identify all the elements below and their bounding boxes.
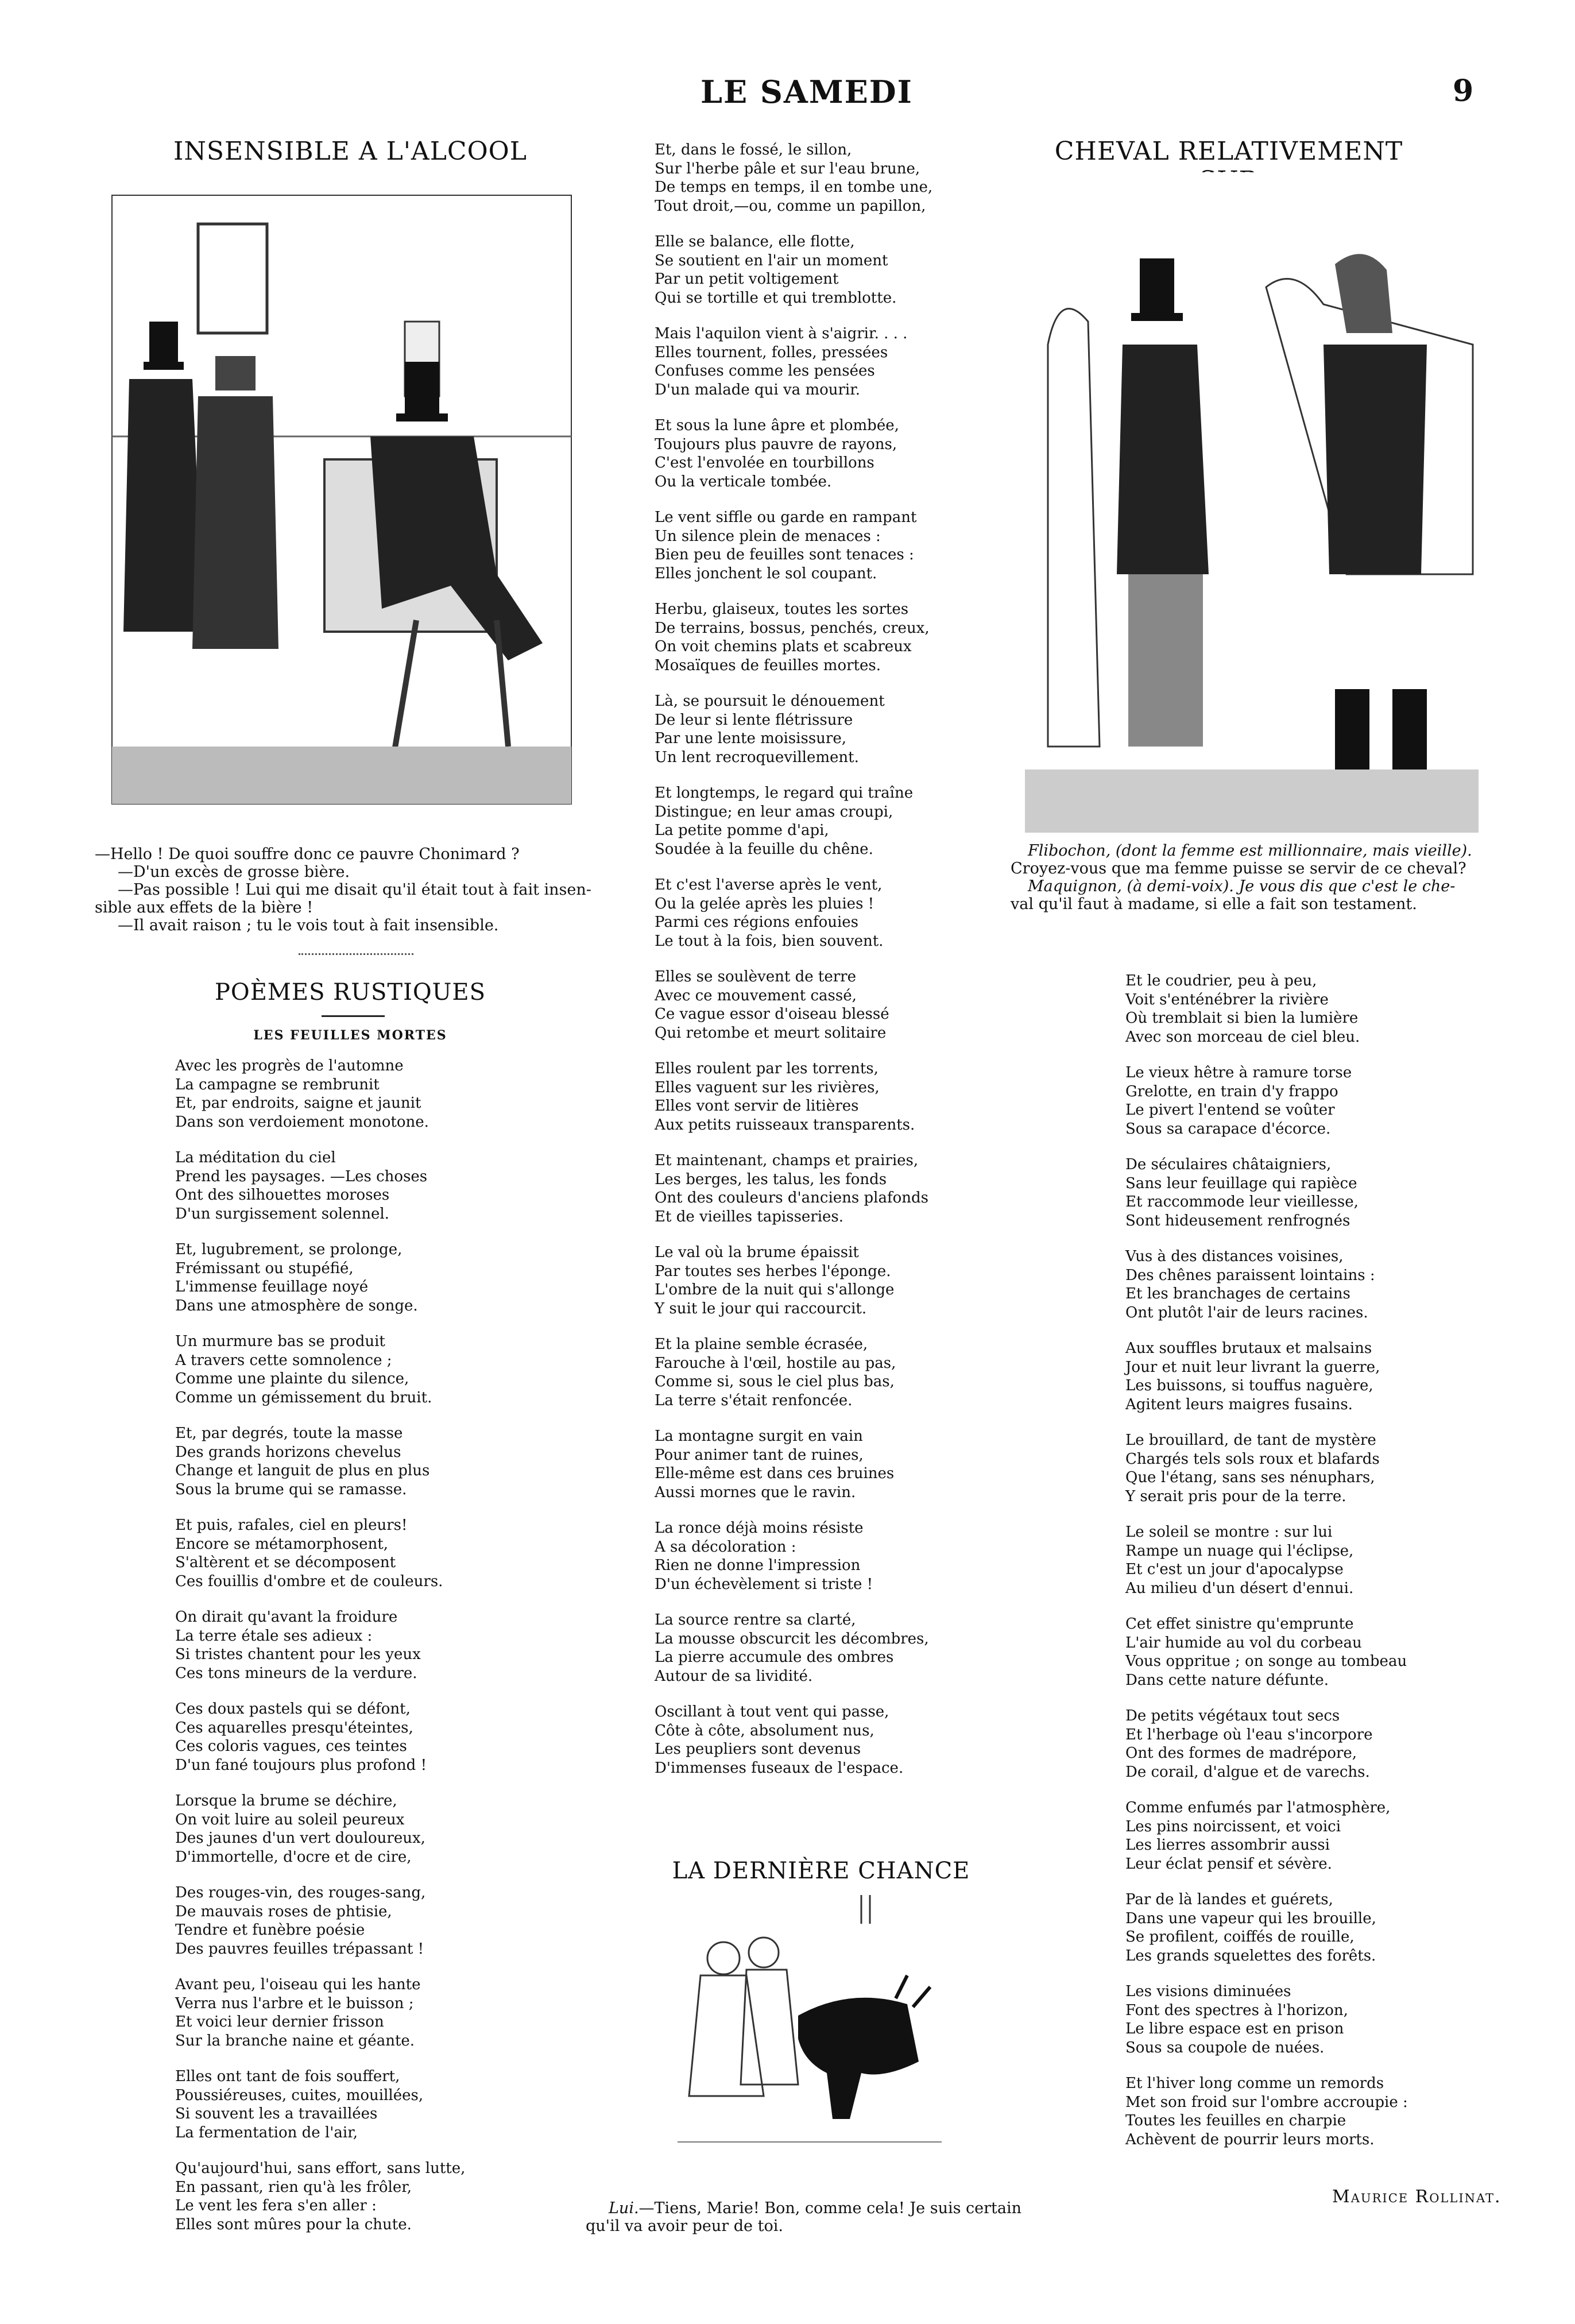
caption-line: —Il avait raison ; tu le vois tout à fait insensible. bbox=[118, 917, 499, 934]
verse-line: Prend les paysages. —Les choses bbox=[175, 1167, 428, 1185]
stanza bbox=[655, 233, 993, 307]
verse-line: Encore se métamorphosent, bbox=[175, 1535, 388, 1553]
section-divider bbox=[299, 953, 413, 955]
caption-line: Croyez-vous que ma femme puisse se servir de ce cheval? bbox=[1011, 860, 1466, 877]
verse-line: Mosaïques de feuilles mortes. bbox=[655, 656, 881, 674]
verse-line: Et de vieilles tapisseries. bbox=[655, 1208, 844, 1225]
verse-line: Leur éclat pensif et sévère. bbox=[1125, 1855, 1332, 1873]
verse-line: Chargés tels sols roux et blafards bbox=[1125, 1450, 1380, 1468]
verse-line: Les buissons, si touffus naguère, bbox=[1125, 1377, 1373, 1394]
verse-line: Comme un gémissement du bruit. bbox=[175, 1389, 432, 1406]
caption-speaker: Lui. bbox=[609, 2199, 639, 2217]
verse-line: Cet effet sinistre qu'emprunte bbox=[1125, 1615, 1354, 1633]
stanza bbox=[655, 1151, 993, 1226]
verse-line: Où tremblait si bien la lumière bbox=[1125, 1010, 1359, 1027]
verse-line: Un silence plein de menaces : bbox=[655, 527, 881, 545]
stanza bbox=[655, 141, 993, 215]
verse-line: Des jaunes d'un vert douloureux, bbox=[175, 1830, 425, 1847]
stanza bbox=[655, 1519, 993, 1594]
verse-line: De leur si lente flétrissure bbox=[655, 711, 853, 729]
cartoon-caption-right bbox=[1011, 842, 1504, 913]
verse-line: Sur la branche naine et géante. bbox=[175, 2032, 415, 2050]
verse-line: Parmi ces régions enfouies bbox=[655, 914, 859, 931]
verse-line: Avec ce mouvement cassé, bbox=[655, 987, 857, 1004]
stanza bbox=[1125, 1247, 1493, 1322]
verse-line: Sont hideusement renfrognés bbox=[1125, 1212, 1350, 1229]
verse-line: Herbu, glaiseux, toutes les sortes bbox=[655, 601, 909, 618]
verse-line: La méditation du ciel bbox=[175, 1149, 336, 1166]
verse-line: Ces coloris vagues, ces teintes bbox=[175, 1738, 407, 1755]
poem-column-middle bbox=[655, 141, 993, 1795]
verse-line: De petits végétaux tout secs bbox=[1125, 1707, 1340, 1724]
stanza bbox=[655, 1611, 993, 1685]
verse-line: Et le coudrier, peu à peu, bbox=[1125, 972, 1317, 989]
verse-line: Met son froid sur l'ombre accroupie : bbox=[1125, 2093, 1408, 2111]
verse-line: Elles vaguent sur les rivières, bbox=[655, 1078, 880, 1096]
stanza bbox=[655, 784, 993, 859]
verse-line: La petite pomme d'api, bbox=[655, 822, 829, 839]
verse-line: Et voici leur dernier frisson bbox=[175, 2013, 384, 2031]
verse-line: Vus à des distances voisines, bbox=[1125, 1248, 1344, 1265]
verse-line: Le soleil se montre : sur lui bbox=[1125, 1523, 1333, 1541]
verse-line: Aux souffles brutaux et malsains bbox=[1125, 1340, 1372, 1357]
stanza bbox=[655, 1703, 993, 1777]
verse-line: Les peupliers sont devenus bbox=[655, 1741, 861, 1758]
verse-line: Aussi mornes que le ravin. bbox=[655, 1483, 856, 1501]
cartoon-illustration-insensible bbox=[95, 172, 589, 827]
verse-line: Elles roulent par les torrents, bbox=[655, 1060, 879, 1077]
verse-line: Si souvent les a travaillées bbox=[175, 2105, 378, 2122]
verse-line: Si tristes chantent pour les yeux bbox=[175, 1646, 421, 1663]
verse-line: Et raccommode leur vieillesse, bbox=[1125, 1193, 1359, 1211]
poem-column-right bbox=[1125, 972, 1493, 2166]
stanza bbox=[175, 1700, 589, 1774]
verse-line: Grelotte, en train d'y frappo bbox=[1125, 1082, 1338, 1100]
stanza bbox=[1125, 1799, 1493, 1873]
verse-line: Et maintenant, champs et prairies, bbox=[655, 1152, 919, 1169]
stanza bbox=[175, 1975, 589, 2050]
verse-line: Ont des formes de madrépore, bbox=[1125, 1745, 1357, 1762]
caption-line: Maquignon, (à demi-voix). Je vous dis que c'est le che- bbox=[1028, 877, 1456, 895]
poem-subtitle: LES FEUILLES MORTES bbox=[253, 1028, 447, 1043]
verse-line: Tout droit,—ou, comme un papillon, bbox=[655, 197, 926, 215]
poem-title: POÈMES RUSTIQUES bbox=[215, 979, 486, 1006]
verse-line: Sur l'herbe pâle et sur l'eau brune, bbox=[655, 160, 920, 177]
verse-line: Des grands horizons chevelus bbox=[175, 1443, 401, 1461]
verse-line: Et la plaine semble écrasée, bbox=[655, 1336, 868, 1353]
verse-line: La terre s'était renfoncée. bbox=[655, 1391, 853, 1409]
verse-line: Rien ne donne l'impression bbox=[655, 1557, 861, 1574]
verse-line: Oscillant à tout vent qui passe, bbox=[655, 1703, 889, 1720]
stanza bbox=[1125, 1523, 1493, 1598]
verse-line: La source rentre sa clarté, bbox=[655, 1611, 856, 1629]
verse-line: Jour et nuit leur livrant la guerre, bbox=[1125, 1358, 1380, 1376]
verse-line: S'altèrent et se décomposent bbox=[175, 1554, 396, 1571]
stanza bbox=[655, 324, 993, 399]
verse-line: Des pauvres feuilles trépassant ! bbox=[175, 1940, 424, 1958]
poem-column-left bbox=[175, 1057, 589, 2251]
verse-line: Poussiéreuses, cuites, mouillées, bbox=[175, 2086, 424, 2104]
stanza bbox=[1125, 1431, 1493, 1506]
verse-line: D'un malade qui va mourir. bbox=[655, 381, 861, 399]
verse-line: Sous sa coupole de nuées. bbox=[1125, 2039, 1325, 2056]
verse-line: Elles jonchent le sol coupant. bbox=[655, 564, 877, 582]
verse-line: Avant peu, l'oiseau qui les hante bbox=[175, 1976, 421, 1993]
verse-line: Dans cette nature défunte. bbox=[1125, 1671, 1329, 1689]
caption-line: val qu'il faut à madame, si elle a fait son testament. bbox=[1011, 895, 1417, 913]
verse-line: Elle se balance, elle flotte, bbox=[655, 233, 855, 250]
verse-line: De mauvais roses de phtisie, bbox=[175, 1902, 392, 1920]
verse-line: Ces doux pastels qui se défont, bbox=[175, 1700, 411, 1718]
stanza bbox=[175, 1149, 589, 1223]
stanza bbox=[655, 600, 993, 675]
verse-line: Elle-même est dans ces bruines bbox=[655, 1465, 895, 1482]
stanza bbox=[175, 1884, 589, 1958]
verse-line: Pour animer tant de ruines, bbox=[655, 1446, 864, 1464]
verse-line: Par une lente moisissure, bbox=[655, 730, 847, 747]
verse-line: Le brouillard, de tant de mystère bbox=[1125, 1432, 1376, 1449]
stanza bbox=[1125, 972, 1493, 1046]
stanza bbox=[175, 1792, 589, 1866]
verse-line: Là, se poursuit le dénouement bbox=[655, 693, 885, 710]
verse-line: Elles vont servir de litières bbox=[655, 1097, 859, 1115]
verse-line: Et l'hiver long comme un remords bbox=[1125, 2075, 1384, 2092]
verse-line: Sous sa carapace d'écorce. bbox=[1125, 1120, 1331, 1138]
verse-line: Et puis, rafales, ciel en pleurs! bbox=[175, 1517, 408, 1534]
verse-line: La mousse obscurcit les décombres, bbox=[655, 1630, 929, 1648]
verse-line: Elles sont mûres pour la chute. bbox=[175, 2215, 412, 2233]
verse-line: Lorsque la brume se déchire, bbox=[175, 1792, 397, 1809]
verse-line: Aux petits ruisseaux transparents. bbox=[655, 1116, 915, 1134]
verse-line: On dirait qu'avant la froidure bbox=[175, 1608, 398, 1626]
verse-line: Autour de sa lividité. bbox=[655, 1667, 813, 1685]
verse-line: La pierre accumule des ombres bbox=[655, 1649, 894, 1666]
verse-line: Elles tournent, folles, pressées bbox=[655, 343, 888, 361]
stanza bbox=[655, 1059, 993, 1134]
verse-line: Change et languit de plus en plus bbox=[175, 1462, 430, 1479]
verse-line: A sa décoloration : bbox=[655, 1538, 796, 1556]
cartoon-title-left: INSENSIBLE A L'ALCOOL bbox=[173, 137, 527, 166]
stanza bbox=[175, 1057, 589, 1131]
cartoon-illustration-derniere-chance bbox=[678, 1889, 942, 2188]
page-number: 9 bbox=[1453, 74, 1474, 109]
verse-line: Les grands squelettes des forêts. bbox=[1125, 1947, 1376, 1965]
verse-line: Ces fouillis d'ombre et de couleurs. bbox=[175, 1572, 443, 1590]
stanza bbox=[655, 416, 993, 491]
bar-scene-drawing bbox=[95, 172, 589, 827]
stanza bbox=[1125, 1707, 1493, 1781]
caption-line: sible aux effets de la bière ! bbox=[95, 899, 314, 917]
verse-line: D'un fané toujours plus profond ! bbox=[175, 1756, 427, 1774]
verse-line: Comme une plainte du silence, bbox=[175, 1370, 409, 1387]
verse-line: Et, par degrés, toute la masse bbox=[175, 1425, 403, 1442]
stanza bbox=[655, 508, 993, 583]
verse-line: Les lierres assombrir aussi bbox=[1125, 1836, 1330, 1854]
verse-line: Et les branchages de certains bbox=[1125, 1285, 1350, 1302]
verse-line: Le tout à la fois, bien souvent. bbox=[655, 932, 884, 950]
cartoon-title-right: CHEVAL RELATIVEMENT bbox=[1054, 137, 1403, 166]
verse-line: Et, dans le fossé, le sillon, bbox=[655, 141, 852, 158]
verse-line: La ronce déjà moins résiste bbox=[655, 1519, 864, 1537]
verse-line: Mais l'aquilon vient à s'aigrir. . . . bbox=[655, 325, 908, 342]
verse-line: Sans leur feuillage qui rapièce bbox=[1125, 1174, 1357, 1192]
verse-line: Voit s'enténébrer la rivière bbox=[1125, 991, 1329, 1008]
verse-line: La montagne surgit en vain bbox=[655, 1428, 863, 1445]
verse-line: Agitent leurs maigres fusains. bbox=[1125, 1395, 1353, 1413]
caption-line: —D'un excès de grosse bière. bbox=[118, 863, 350, 881]
verse-line: On voit luire au soleil peureux bbox=[175, 1811, 405, 1828]
verse-line: Ont plutôt l'air de leurs racines. bbox=[1125, 1304, 1368, 1321]
verse-line: Par un petit voltigement bbox=[655, 270, 839, 288]
verse-line: Le val où la brume épaissit bbox=[655, 1244, 859, 1261]
masthead bbox=[0, 74, 1575, 119]
stanza bbox=[655, 876, 993, 950]
verse-line: Toujours plus pauvre de rayons, bbox=[655, 435, 897, 453]
stanza bbox=[655, 1335, 993, 1410]
verse-line: Achèvent de pourrir leurs morts. bbox=[1125, 2130, 1375, 2148]
verse-line: Ces tons mineurs de la verdure. bbox=[175, 1664, 417, 1682]
stanza bbox=[175, 1516, 589, 1591]
verse-line: De terrains, bossus, penchés, creux, bbox=[655, 619, 930, 637]
verse-line: Qui retombe et meurt solitaire bbox=[655, 1024, 887, 1042]
caption-line: qu'il va avoir peur de toi. bbox=[586, 2217, 783, 2235]
verse-line: L'immense feuillage noyé bbox=[175, 1278, 369, 1296]
verse-line: Frémissant ou stupéfié, bbox=[175, 1259, 354, 1277]
stanza bbox=[655, 1243, 993, 1318]
verse-line: Qu'aujourd'hui, sans effort, sans lutte, bbox=[175, 2160, 466, 2177]
stanza bbox=[175, 1424, 589, 1499]
verse-line: Le vieux hêtre à ramure torse bbox=[1125, 1064, 1352, 1081]
verse-line: C'est l'envolée en tourbillons bbox=[655, 454, 874, 471]
verse-line: On voit chemins plats et scabreux bbox=[655, 638, 912, 655]
verse-line: Et, lugubrement, se prolonge, bbox=[175, 1241, 403, 1258]
verse-line: Des rouges-vin, des rouges-sang, bbox=[175, 1884, 426, 1901]
verse-line: Par de là landes et guérets, bbox=[1125, 1891, 1333, 1908]
verse-line: Les berges, les talus, les fonds bbox=[655, 1170, 887, 1188]
caption-line: —Hello ! De quoi souffre donc ce pauvre Chonimard ? bbox=[95, 845, 520, 863]
verse-line: Et sous la lune âpre et plombée, bbox=[655, 417, 899, 434]
stanza bbox=[1125, 1615, 1493, 1689]
verse-line: Le vent les fera s'en aller : bbox=[175, 2197, 377, 2214]
verse-line: L'ombre de la nuit qui s'allonge bbox=[655, 1281, 895, 1298]
cartoon-caption-middle bbox=[586, 2199, 1057, 2235]
verse-line: La campagne se rembrunit bbox=[175, 1076, 380, 1093]
verse-line: Et, par endroits, saigne et jaunit bbox=[175, 1095, 421, 1112]
verse-line: Rampe un nuage qui l'éclipse, bbox=[1125, 1542, 1354, 1560]
verse-line: Farouche à l'œil, hostile au pas, bbox=[655, 1354, 896, 1372]
horse-dealer-scene-drawing bbox=[1025, 172, 1479, 833]
verse-line: Et c'est l'averse après le vent, bbox=[655, 876, 883, 894]
verse-line: Comme enfumés par l'atmosphère, bbox=[1125, 1799, 1391, 1816]
verse-line: Le libre espace est en prison bbox=[1125, 2020, 1344, 2037]
verse-line: Y suit le jour qui raccourcit. bbox=[655, 1300, 867, 1317]
verse-line: Des chênes paraissent lointains : bbox=[1125, 1266, 1375, 1284]
verse-line: Soudée à la feuille du chêne. bbox=[655, 840, 873, 858]
verse-line: Les pins noircissent, et voici bbox=[1125, 1818, 1341, 1835]
verse-line: Elles ont tant de fois souffert, bbox=[175, 2068, 400, 2085]
verse-line: Dans une atmosphère de songe. bbox=[175, 1297, 418, 1314]
verse-line: Verra nus l'arbre et le buisson ; bbox=[175, 1994, 414, 2012]
bull-scene-drawing bbox=[678, 1889, 942, 2188]
verse-line: La terre étale ses adieux : bbox=[175, 1627, 373, 1645]
verse-line: A travers cette somnolence ; bbox=[175, 1351, 392, 1369]
verse-line: Avec les progrès de l'automne bbox=[175, 1057, 404, 1074]
stanza bbox=[655, 1427, 993, 1502]
verse-line: Et l'herbage où l'eau s'incorpore bbox=[1125, 1726, 1373, 1743]
verse-line: Toutes les feuilles en charpie bbox=[1125, 2112, 1346, 2129]
verse-line: Qui se tortille et qui tremblotte. bbox=[655, 289, 897, 307]
verse-line: En passant, rien qu'à les frôler, bbox=[175, 2178, 412, 2196]
verse-line: D'un échevèlement si triste ! bbox=[655, 1575, 873, 1593]
verse-line: Avec son morceau de ciel bleu. bbox=[1125, 1028, 1360, 1046]
verse-line: Ont des couleurs d'anciens plafonds bbox=[655, 1189, 928, 1207]
verse-line: Distingue; en leur amas croupi, bbox=[655, 803, 893, 821]
stanza bbox=[1125, 2074, 1493, 2149]
stanza bbox=[175, 1332, 589, 1407]
verse-line: Se soutient en l'air un moment bbox=[655, 252, 888, 269]
verse-line: Ou la verticale tombée. bbox=[655, 473, 832, 490]
verse-line: Que l'étang, sans ses nénuphars, bbox=[1125, 1469, 1375, 1486]
verse-line: De séculaires châtaigniers, bbox=[1125, 1156, 1332, 1173]
verse-line: Confuses comme les pensées bbox=[655, 362, 875, 380]
verse-line: D'un surgissement solennel. bbox=[175, 1205, 389, 1223]
verse-line: Ce vague essor d'oiseau blessé bbox=[655, 1006, 889, 1023]
verse-line: Dans une vapeur qui les brouille, bbox=[1125, 1909, 1376, 1927]
verse-line: Le pivert l'entend se voûter bbox=[1125, 1101, 1335, 1119]
verse-line: Côte à côte, absolument nus, bbox=[655, 1722, 874, 1739]
verse-line: Bien peu de feuilles sont tenaces : bbox=[655, 546, 914, 563]
verse-line: Se profilent, coiffés de rouille, bbox=[1125, 1928, 1355, 1946]
stanza bbox=[1125, 1339, 1493, 1414]
verse-line: Sous la brume qui se ramasse. bbox=[175, 1480, 407, 1498]
verse-line: Elles se soulèvent de terre bbox=[655, 968, 856, 985]
stanza bbox=[1125, 1890, 1493, 1965]
verse-line: Comme si, sous le ciel plus bas, bbox=[655, 1373, 895, 1390]
verse-line: Un murmure bas se produit bbox=[175, 1333, 385, 1350]
verse-line: De corail, d'algue et de varechs. bbox=[1125, 1763, 1370, 1781]
stanza bbox=[175, 2067, 589, 2142]
verse-line: Vous oppritue ; on songe au tombeau bbox=[1125, 1653, 1407, 1670]
verse-line: Par toutes ses herbes l'éponge. bbox=[655, 1262, 891, 1280]
cartoon-caption-left bbox=[95, 845, 594, 934]
verse-line: D'immenses fuseaux de l'espace. bbox=[655, 1759, 904, 1777]
stanza bbox=[1125, 1064, 1493, 1138]
caption-line: Flibochon, (dont la femme est millionnaire, mais vieille). bbox=[1028, 842, 1472, 860]
verse-line: Un lent recroquevillement. bbox=[655, 748, 859, 766]
caption-text: —Tiens, Marie! Bon, comme cela! Je suis certain bbox=[638, 2199, 1022, 2217]
verse-line: Et longtemps, le regard qui traîne bbox=[655, 784, 914, 802]
verse-line: Tendre et funèbre poésie bbox=[175, 1921, 365, 1939]
cartoon-illustration-cheval bbox=[1025, 172, 1479, 833]
stanza bbox=[175, 1240, 589, 1315]
verse-line: Dans son verdoiement monotone. bbox=[175, 1113, 429, 1131]
cartoon-title-middle: LA DERNIÈRE CHANCE bbox=[672, 1858, 970, 1884]
verse-line: Y serait pris pour de la terre. bbox=[1125, 1487, 1346, 1505]
verse-line: L'air humide au vol du corbeau bbox=[1125, 1634, 1362, 1652]
verse-line: Ces aquarelles presqu'éteintes, bbox=[175, 1719, 413, 1737]
stanza bbox=[1125, 1982, 1493, 2057]
stanza bbox=[655, 692, 993, 767]
title-rule bbox=[322, 1015, 385, 1017]
verse-line: Les visions diminuées bbox=[1125, 1983, 1291, 2000]
caption-line: —Pas possible ! Lui qui me disait qu'il était tout à fait insen- bbox=[118, 881, 591, 899]
stanza bbox=[175, 2159, 589, 2234]
verse-line: Et c'est un jour d'apocalypse bbox=[1125, 1561, 1344, 1578]
verse-line: De temps en temps, il en tombe une, bbox=[655, 179, 933, 196]
verse-line: La fermentation de l'air, bbox=[175, 2124, 358, 2141]
verse-line: Au milieu d'un désert d'ennui. bbox=[1125, 1579, 1354, 1597]
verse-line: Ont des silhouettes moroses bbox=[175, 1186, 390, 1204]
verse-line: D'immortelle, d'ocre et de cire, bbox=[175, 1848, 412, 1866]
verse-line: Ou la gelée après les pluies ! bbox=[655, 895, 874, 912]
stanza bbox=[655, 968, 993, 1042]
stanza bbox=[1125, 1155, 1493, 1230]
stanza bbox=[175, 1608, 589, 1683]
verse-line: Font des spectres à l'horizon, bbox=[1125, 2001, 1348, 2019]
verse-line: Le vent siffle ou garde en rampant bbox=[655, 509, 917, 526]
author-signature: Maurice Rollinat. bbox=[1332, 2187, 1502, 2207]
newspaper-title: LE SAMEDI bbox=[701, 74, 913, 110]
